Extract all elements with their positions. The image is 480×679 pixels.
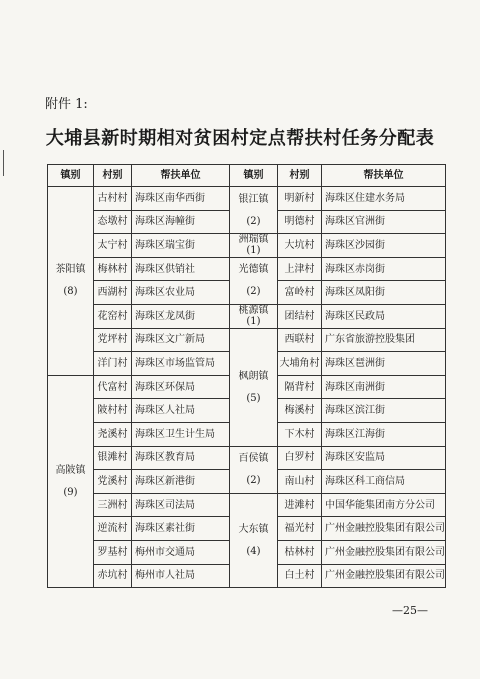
page-number: —25— — [392, 604, 428, 617]
table-row — [48, 493, 446, 517]
village-cell: 西联村 — [278, 328, 322, 352]
village-cell: 花窑村 — [94, 304, 132, 328]
village-cell: 逆流村 — [94, 517, 132, 541]
unit-cell: 海珠区素社街 — [132, 517, 230, 541]
table-row — [48, 257, 446, 281]
unit-cell: 广东省旅游控股集团 — [322, 328, 446, 352]
unit-cell: 海珠区沙园街 — [322, 234, 446, 258]
town-cell-taoyuan: 桃源镇 (1) — [230, 304, 278, 328]
unit-cell: 海珠区新港街 — [132, 470, 230, 494]
unit-cell: 海珠区文广新局 — [132, 328, 230, 352]
table-row — [48, 234, 446, 258]
town-cell-fenglang: 枫朗镇 (5) — [230, 328, 278, 446]
attachment-label: 附件 1: — [45, 97, 88, 112]
village-cell: 代富村 — [94, 375, 132, 399]
unit-cell: 海珠区环保局 — [132, 375, 230, 399]
village-cell: 隔背村 — [278, 375, 322, 399]
village-cell: 白土村 — [278, 564, 322, 588]
header-unit-right: 帮扶单位 — [322, 165, 446, 187]
town-cell-zhourui: 洲瑞镇 (1) — [230, 234, 278, 258]
town-cell-dadong: 大东镇 (4) — [230, 493, 278, 587]
header-unit-left: 帮扶单位 — [132, 165, 230, 187]
unit-cell: 海珠区卫生计生局 — [132, 422, 230, 446]
unit-cell: 海珠区市场监管局 — [132, 352, 230, 376]
village-cell: 进滩村 — [278, 493, 322, 517]
assignment-table — [47, 164, 446, 588]
town-cell-guangde: 光德镇 (2) — [230, 257, 278, 304]
header-village-left: 村别 — [94, 165, 132, 187]
page-footer — [0, 604, 480, 618]
village-cell: 白罗村 — [278, 446, 322, 470]
town-cell-chayang: 茶阳镇 (8) — [48, 187, 94, 376]
town-cell-yinjiang: 银江镇 (2) — [230, 187, 278, 234]
village-cell: 梅溪村 — [278, 399, 322, 423]
unit-cell: 海珠区安监局 — [322, 446, 446, 470]
unit-cell: 海珠区住建水务局 — [322, 187, 446, 211]
town-cell-baihou: 百侯镇 (2) — [230, 446, 278, 493]
village-cell: 党坪村 — [94, 328, 132, 352]
unit-cell: 海珠区官洲街 — [322, 210, 446, 234]
village-cell: 罗基村 — [94, 540, 132, 564]
village-cell: 洋门村 — [94, 352, 132, 376]
village-cell: 团结村 — [278, 304, 322, 328]
margin-mark — [3, 150, 4, 176]
unit-cell: 海珠区海幢街 — [132, 210, 230, 234]
village-cell: 明德村 — [278, 210, 322, 234]
table-row — [48, 304, 446, 328]
unit-cell: 中国华能集团南方分公司 — [322, 493, 446, 517]
town-cell-gaopi: 高陂镇 (9) — [48, 375, 94, 587]
village-cell: 南山村 — [278, 470, 322, 494]
unit-cell: 海珠区江海街 — [322, 422, 446, 446]
table-row — [48, 328, 446, 352]
unit-cell: 海珠区赤岗街 — [322, 257, 446, 281]
table-header-row — [48, 165, 446, 187]
village-cell: 上津村 — [278, 257, 322, 281]
unit-cell: 广州金融控股集团有限公司 — [322, 540, 446, 564]
village-cell: 梅林村 — [94, 257, 132, 281]
village-cell: 三洲村 — [94, 493, 132, 517]
unit-cell: 海珠区司法局 — [132, 493, 230, 517]
unit-cell: 海珠区凤阳街 — [322, 281, 446, 305]
header-village-right: 村别 — [278, 165, 322, 187]
unit-cell: 广州金融控股集团有限公司 — [322, 517, 446, 541]
village-cell: 西湖村 — [94, 281, 132, 305]
unit-cell: 海珠区民政局 — [322, 304, 446, 328]
village-cell: 陂村村 — [94, 399, 132, 423]
village-cell: 银滩村 — [94, 446, 132, 470]
unit-cell: 海珠区南洲街 — [322, 375, 446, 399]
village-cell: 古村村 — [94, 187, 132, 211]
village-cell: 态墩村 — [94, 210, 132, 234]
table-row — [48, 446, 446, 470]
header-town-left: 镇别 — [48, 165, 94, 187]
village-cell: 党溪村 — [94, 470, 132, 494]
village-cell: 大坑村 — [278, 234, 322, 258]
village-cell: 下木村 — [278, 422, 322, 446]
unit-cell: 海珠区教育局 — [132, 446, 230, 470]
village-cell: 枯林村 — [278, 540, 322, 564]
unit-cell: 海珠区龙凤街 — [132, 304, 230, 328]
unit-cell: 梅州市交通局 — [132, 540, 230, 564]
village-cell: 明新村 — [278, 187, 322, 211]
unit-cell: 海珠区瑞宝街 — [132, 234, 230, 258]
unit-cell: 海珠区南华西街 — [132, 187, 230, 211]
unit-cell: 海珠区人社局 — [132, 399, 230, 423]
village-cell: 大埔角村 — [278, 352, 322, 376]
table-row — [48, 187, 446, 211]
village-cell: 太宁村 — [94, 234, 132, 258]
unit-cell: 海珠区农业局 — [132, 281, 230, 305]
unit-cell: 梅州市人社局 — [132, 564, 230, 588]
village-cell: 富岭村 — [278, 281, 322, 305]
unit-cell: 海珠区滨江街 — [322, 399, 446, 423]
village-cell: 赤坑村 — [94, 564, 132, 588]
unit-cell: 广州金融控股集团有限公司 — [322, 564, 446, 588]
header-town-right: 镇别 — [230, 165, 278, 187]
unit-cell: 海珠区供销社 — [132, 257, 230, 281]
unit-cell: 海珠区琶洲街 — [322, 352, 446, 376]
page-title: 大埔县新时期相对贫困村定点帮扶村任务分配表 — [45, 128, 435, 149]
village-cell: 尧溪村 — [94, 422, 132, 446]
unit-cell: 海珠区科工商信局 — [322, 470, 446, 494]
village-cell: 福光村 — [278, 517, 322, 541]
